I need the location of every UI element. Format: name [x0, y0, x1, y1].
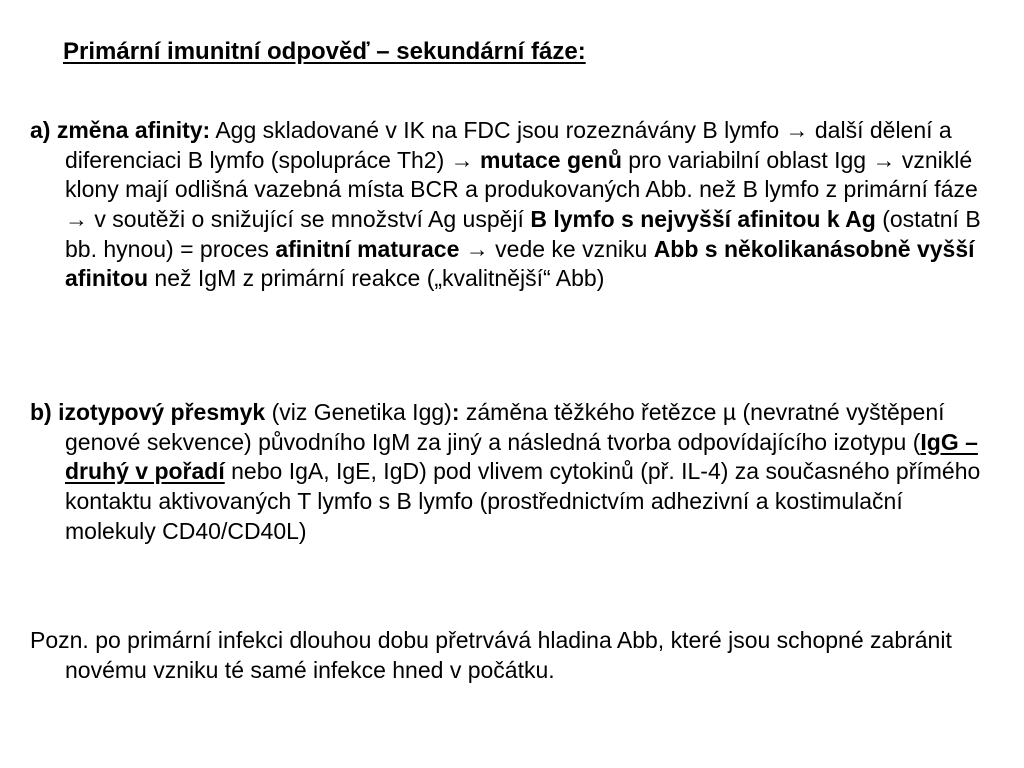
section-b-bold-underlined: IgG – druhý v pořadí	[65, 428, 978, 485]
section-a-bold-3: afinitní maturace →	[275, 235, 489, 262]
note-text: Pozn. po primární infekci dlouhou dobu přetrvává hladina Abb, které jsou schopné zabránit novému vzniku té samé infekce hned v počátku.	[30, 627, 952, 683]
slide-title: Primární imunitní odpověď – sekundární fáze:	[63, 38, 586, 65]
section-a-bold-4: Abb s několikanásobně vyšší afinitou	[65, 235, 975, 292]
paragraph-note	[30, 626, 990, 685]
section-b-text-3: nebo IgA, IgE, IgD) pod vlivem cytokinů (př. IL-4) za současného přímého kontaktu aktivovaných T lymfo s B lymfo (prostřednictvím adhezivní a kostimulační molekuly CD40/CD40L)	[65, 458, 981, 544]
section-b-text-2: záměna těžkého řetězce µ (nevratné vyštěpení genové sekvence) původního IgM za jiný a následná tvorba odpovídajícího izotypu (	[65, 399, 945, 455]
section-a-text-1: Agg skladované v IK na FDC jsou rozeznávány B lymfo → další dělení a diferenciaci B lymfo (spolupráce Th2) →	[65, 117, 952, 173]
section-a-bold-2: B lymfo s nejvyšší afinitou k Ag	[530, 205, 876, 232]
section-a-text-5: než IgM z primární reakce („kvalitnější“ Abb)	[148, 265, 605, 292]
section-b-text-1: (viz Genetika Igg)	[265, 399, 452, 425]
section-a-text-4: vede ke vzniku	[488, 235, 654, 262]
section-a-label: a) změna afinity:	[30, 117, 211, 143]
section-a-bold-1: mutace genů	[480, 146, 622, 173]
section-b-label: b) izotypový přesmyk	[30, 399, 266, 425]
section-b-colon: :	[451, 399, 460, 425]
section-a-text-3: (ostatní B bb. hynou) = proces	[65, 205, 981, 262]
paragraph-isotype-switch	[30, 398, 990, 546]
paragraph-affinity-change	[30, 116, 990, 294]
section-a-text-2: pro variabilní oblast Igg → vzniklé klony mají odlišná vazebná místa BCR a produkovaných Abb. než B lymfo z primární fáze → v soutěži o snižující se množství Ag uspějí	[65, 146, 978, 232]
